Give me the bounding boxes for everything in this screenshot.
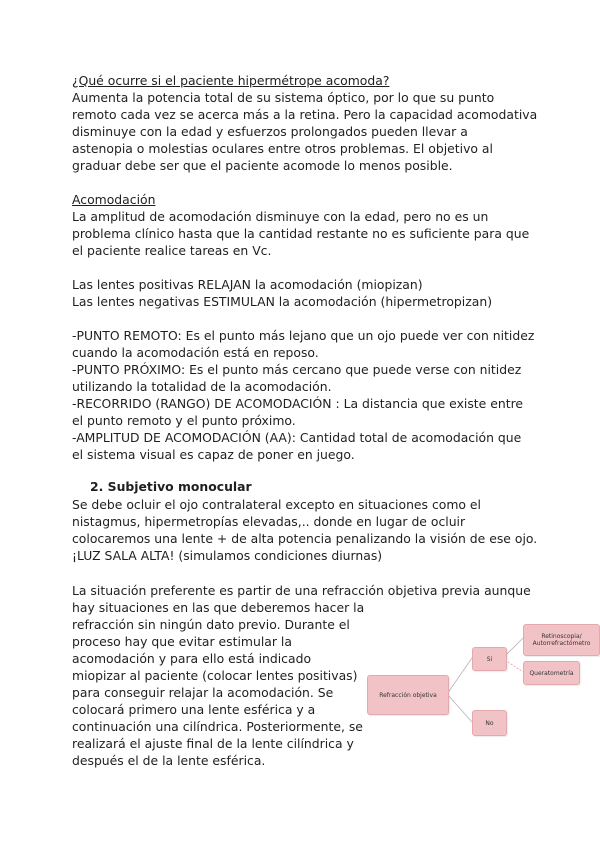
definition-line: utilizando la totalidad de la acomodación. bbox=[72, 379, 332, 394]
definition-line: el sistema visual es capaz de poner en juego. bbox=[72, 447, 355, 462]
diagram-node-no bbox=[472, 710, 507, 736]
paragraph-line: refracción sin ningún dato previo. Durante el bbox=[72, 617, 350, 632]
paragraph-line: remoto cada vez se acerca más a la retina. Pero la capacidad acomodativa bbox=[72, 107, 538, 122]
paragraph-line: el paciente realice tareas en Vc. bbox=[72, 243, 272, 258]
accommodation-heading: Acomodación bbox=[72, 192, 156, 207]
paragraph-line: colocaremos una lente + de alta potencia penalizando la visión de ese ojo. bbox=[72, 531, 538, 546]
diagram-node-label: Refracción objetiva bbox=[379, 691, 437, 699]
diagram-node-label: Si bbox=[486, 655, 493, 663]
paragraph-line: colocará primero una lente esférica y a bbox=[72, 702, 316, 717]
connector-yes-opt1 bbox=[505, 638, 523, 656]
connector-root-yes bbox=[447, 658, 472, 694]
paragraph-line: La situación preferente es partir de una refracción objetiva previa aunque bbox=[72, 583, 531, 598]
paragraph-line: miopizar al paciente (colocar lentes positivas) bbox=[72, 668, 358, 683]
diagram-node-keratometry bbox=[523, 661, 580, 685]
paragraph-line: La amplitud de acomodación disminuye con la edad, pero no es un bbox=[72, 209, 489, 224]
diagram-node-retinoscopy bbox=[523, 624, 600, 656]
paragraph-line: continuación una cilíndrica. Posteriormente, se bbox=[72, 719, 363, 734]
diagram-node-yes bbox=[472, 647, 507, 671]
paragraph-line: hay situaciones en las que deberemos hacer la bbox=[72, 600, 365, 615]
definition-line: -RECORRIDO (RANGO) DE ACOMODACIÓN : La distancia que existe entre bbox=[72, 396, 524, 411]
paragraph-line: problema clínico hasta que la cantidad restante no es suficiente para que bbox=[72, 226, 530, 241]
connector-root-no bbox=[447, 694, 472, 722]
question-heading: ¿Qué ocurre si el paciente hipermétrope acomoda? bbox=[72, 73, 390, 88]
paragraph-line: astenopia o molestias oculares entre otros problemas. El objetivo al bbox=[72, 141, 493, 156]
paragraph-line: graduar debe ser que el paciente acomode lo menos posible. bbox=[72, 158, 453, 173]
paragraph-line: proceso hay que evitar estimular la bbox=[72, 634, 292, 649]
definition-line: -PUNTO PRÓXIMO: Es el punto más cercano que puede verse con nitidez bbox=[72, 362, 522, 377]
paragraph-line: acomodación y para ello está indicado bbox=[72, 651, 312, 666]
paragraph-line: Se debe ocluir el ojo contralateral excepto en situaciones como el bbox=[72, 497, 481, 512]
diagram-node-label: Queratometría bbox=[529, 669, 574, 677]
diagram-node-label: Autorrefractómetro bbox=[532, 640, 591, 647]
connector-yes-opt2 bbox=[505, 660, 523, 672]
definition-line: -PUNTO REMOTO: Es el punto más lejano que un ojo puede ver con nitidez bbox=[72, 328, 535, 343]
lens-line: Las lentes negativas ESTIMULAN la acomodación (hipermetropizan) bbox=[72, 294, 493, 309]
lens-line: Las lentes positivas RELAJAN la acomodación (miopizan) bbox=[72, 277, 423, 292]
definition-line: cuando la acomodación está en reposo. bbox=[72, 345, 319, 360]
paragraph-line: nistagmus, hipermetropías elevadas,.. donde en lugar de ocluir bbox=[72, 514, 466, 529]
paragraph-line: ¡LUZ SALA ALTA! (simulamos condiciones diurnas) bbox=[72, 548, 383, 563]
paragraph-line: Aumenta la potencia total de su sistema óptico, por lo que su punto bbox=[72, 90, 495, 105]
paragraph-line: realizará el ajuste final de la lente cilíndrica y bbox=[72, 736, 354, 751]
definition-line: -AMPLITUD DE ACOMODACIÓN (AA): Cantidad total de acomodación que bbox=[72, 430, 522, 445]
paragraph-line: para conseguir relajar la acomodación. Se bbox=[72, 685, 334, 700]
diagram-node-label: No bbox=[485, 719, 494, 727]
definition-line: el punto remoto y el punto próximo. bbox=[72, 413, 296, 428]
diagram-node-root bbox=[367, 675, 449, 715]
diagram-node-label: Retinoscopia/ bbox=[541, 633, 582, 640]
paragraph-line: disminuye con la edad y esfuerzos prolongados pueden llevar a bbox=[72, 124, 468, 139]
section-heading: 2. Subjetivo monocular bbox=[90, 479, 252, 494]
paragraph-line: después el de la lente esférica. bbox=[72, 753, 266, 768]
